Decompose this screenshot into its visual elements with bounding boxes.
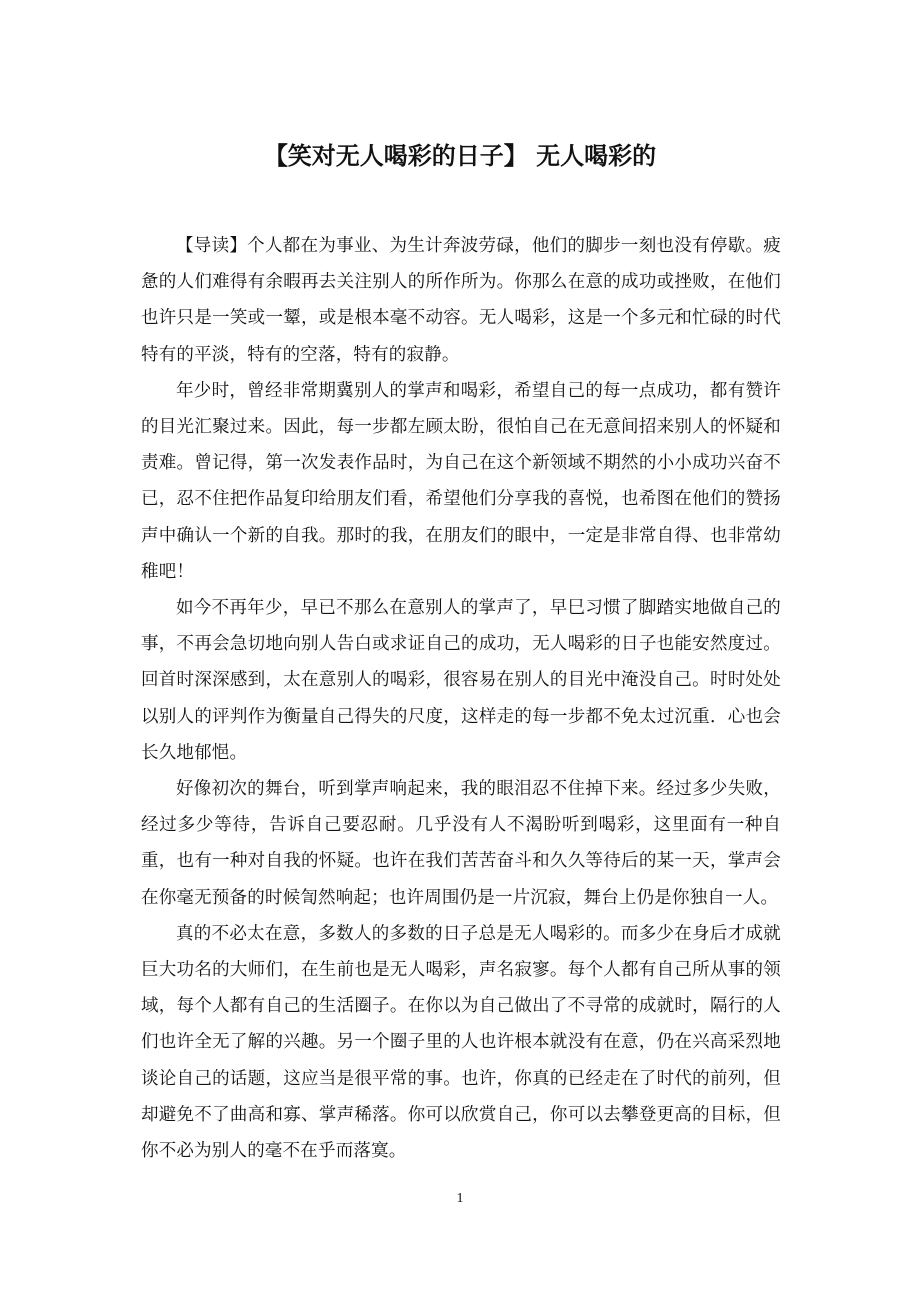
- paragraph-conclusion: 真的不必太在意，多数人的多数的日子总是无人喝彩的。而多少在身后才成就巨大功名的大师们，在生前也是无人喝彩，声名寂寥。每个人都有自己所从事的领域，每个人都有自己的生活圈子。在你以为自己做出了不寻常的成就时，隔行的人们也许全无了解的兴趣。另一个圈子里的人也许根本就没有在意，仍在兴高采烈地谈论自己的话题，这应当是很平常的事。也许，你真的已经走在了时代的前列，但却避免不了曲高和寡、掌声稀落。你可以欣赏自己，你可以去攀登更高的目标，但你不必为别人的毫不在乎而落寞。: [141, 923, 781, 1162]
- paragraph-intro: 【导读】个人都在为事业、为生计奔波劳碌，他们的脚步一刻也没有停歇。疲惫的人们难得有余暇再去关注别人的所作所为。你那么在意的成功或挫败，在他们也许只是一笑或一颦，或是根本毫不动容。无人喝彩，这是一个多元和忙碌的时代特有的平淡，特有的空落，特有的寂静。: [141, 236, 781, 365]
- document-body: [141, 228, 781, 1169]
- document-title: 【笑对无人喝彩的日子】 无人喝彩的: [263, 142, 657, 170]
- paragraph-youth: 年少时，曾经非常期冀别人的掌声和喝彩，希望自己的每一点成功，都有赞许的目光汇聚过来。因此，每一步都左顾太盼，很怕自己在无意间招来别人的怀疑和责难。曾记得，第一次发表作品时，为自己在这个新领域不期然的小小成功兴奋不已，忍不住把作品复印给朋友们看，希望他们分享我的喜悦，也希图在他们的赞扬声中确认一个新的自我。那时的我，在朋友们的眼中，一定是非常自得、也非常幼稚吧！: [141, 380, 781, 582]
- paragraph-present: 如今不再年少，早已不那么在意别人的掌声了，早巳习惯了脚踏实地做自己的事，不再会急切地向别人告白或求证自己的成功，无人喝彩的日子也能安然度过。回首时深深感到，太在意别人的喝彩，很容易在别人的目光中淹没自己。时时处处以别人的评判作为衡量自己得失的尺度，这样走的每一步都不免太过沉重．心也会长久地郁悒。: [141, 598, 781, 763]
- paragraph-stage: 好像初次的舞台，听到掌声响起来，我的眼泪忍不住掉下来。经过多少失败，经过多少等待，告诉自己要忍耐。几乎没有人不渴盼听到喝彩，这里面有一种自重，也有一种对自我的怀疑。也许在我们苦苦奋斗和久久等待后的某一天，掌声会在你毫无预备的时候訇然响起；也许周围仍是一片沉寂，舞台上仍是你独自一人。: [141, 779, 781, 908]
- page-number: 1: [456, 1191, 464, 1206]
